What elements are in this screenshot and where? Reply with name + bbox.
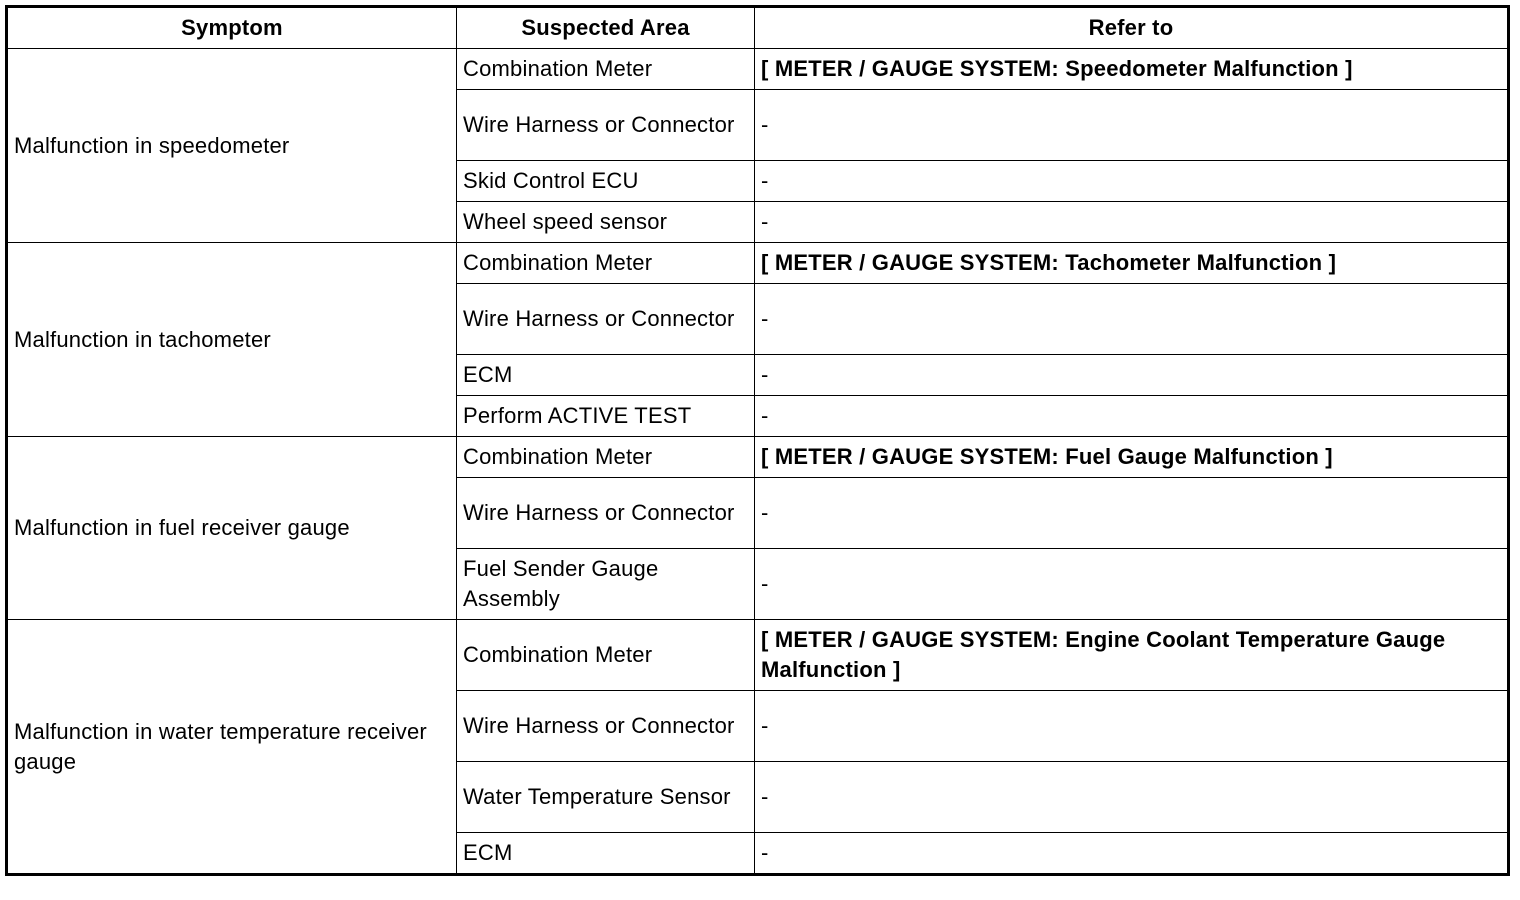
symptom-cell: Malfunction in fuel receiver gauge — [7, 437, 457, 620]
symptom-cell: Malfunction in tachometer — [7, 243, 457, 437]
symptom-cell: Malfunction in water temperature receiver gauge — [7, 620, 457, 875]
table-row — [7, 620, 1509, 691]
refer-cell: - — [755, 161, 1509, 202]
header-refer-to: Refer to — [755, 7, 1509, 49]
suspected-area-cell: Combination Meter — [457, 243, 755, 284]
table-row — [7, 437, 1509, 478]
suspected-area-cell: Combination Meter — [457, 437, 755, 478]
suspected-area-cell: Wire Harness or Connector — [457, 478, 755, 549]
suspected-area-cell: Combination Meter — [457, 620, 755, 691]
suspected-area-cell: Wire Harness or Connector — [457, 284, 755, 355]
suspected-area-cell: Wire Harness or Connector — [457, 691, 755, 762]
refer-cell: - — [755, 762, 1509, 833]
refer-cell: - — [755, 691, 1509, 762]
suspected-area-cell: Perform ACTIVE TEST — [457, 396, 755, 437]
table-row — [7, 243, 1509, 284]
refer-cell: - — [755, 396, 1509, 437]
header-suspected-area: Suspected Area — [457, 7, 755, 49]
suspected-area-cell: Combination Meter — [457, 49, 755, 90]
refer-link[interactable]: [ METER / GAUGE SYSTEM: Fuel Gauge Malfunction ] — [755, 437, 1509, 478]
suspected-area-cell: Skid Control ECU — [457, 161, 755, 202]
refer-cell: - — [755, 478, 1509, 549]
table-header-row — [7, 7, 1509, 49]
suspected-area-cell: ECM — [457, 355, 755, 396]
refer-cell: - — [755, 355, 1509, 396]
refer-cell: - — [755, 202, 1509, 243]
suspected-area-cell: ECM — [457, 833, 755, 875]
refer-cell: - — [755, 549, 1509, 620]
suspected-area-cell: Fuel Sender Gauge Assembly — [457, 549, 755, 620]
refer-link[interactable]: [ METER / GAUGE SYSTEM: Speedometer Malfunction ] — [755, 49, 1509, 90]
diagnosis-table-container — [5, 5, 1510, 876]
symptom-cell: Malfunction in speedometer — [7, 49, 457, 243]
suspected-area-cell: Wire Harness or Connector — [457, 90, 755, 161]
suspected-area-cell: Wheel speed sensor — [457, 202, 755, 243]
refer-cell: - — [755, 90, 1509, 161]
refer-link[interactable]: [ METER / GAUGE SYSTEM: Tachometer Malfunction ] — [755, 243, 1509, 284]
refer-cell: - — [755, 833, 1509, 875]
header-symptom: Symptom — [7, 7, 457, 49]
refer-link[interactable]: [ METER / GAUGE SYSTEM: Engine Coolant Temperature Gauge Malfunction ] — [755, 620, 1509, 691]
suspected-area-cell: Water Temperature Sensor — [457, 762, 755, 833]
refer-cell: - — [755, 284, 1509, 355]
table-row — [7, 49, 1509, 90]
problem-symptoms-table — [5, 5, 1510, 876]
